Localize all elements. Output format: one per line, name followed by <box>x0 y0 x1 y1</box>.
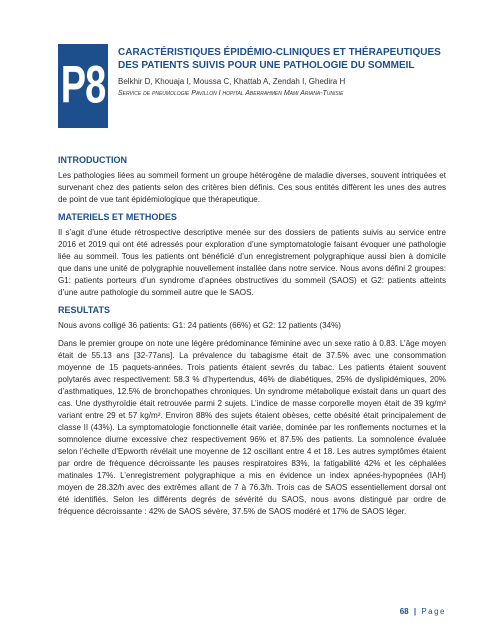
affiliation: Service de pneumologie Pavillon I hopital Aberrahmen Mami Ariana-Tunisie <box>118 90 344 97</box>
article-title: CARACTÉRISTIQUES ÉPIDÉMIO-CLINIQUES ET THÉRAPEUTIQUES DES PATIENTS SUIVIS POUR UNE PATHOLOGIE DU SOMMEIL <box>118 47 441 71</box>
methods-text: Il s’agit d’une étude rétrospective descriptive menée sur des dossiers de patients suivis au service entre 2016 et 2019 qui ont été adressés pour exploration d’une symptomatologie faisant évoquer une pathologie liée au sommeil. Tous les patients ont bénéficié d’un enregistrement polygraphique aussi bien à domicile que dans une unité de polygraphie nouvellement installée dans notre service. Nous avons défini 2 groupes: G1: patients porteurs d’un syndrome d’apnées obstructives du sommeil (SAOS) et G2: patients atteints d’une autre pathologie du sommeil autre que le SAOS. <box>58 228 446 297</box>
section-badge <box>58 44 108 128</box>
author-list: Belkhir D, Khouaja I, Moussa C, Khattab A, Zendah I, Ghedira H <box>118 77 346 86</box>
page-label: Page <box>421 607 446 616</box>
article-body <box>58 155 446 524</box>
results-detail: Dans le premier groupe on note une légère prédominance féminine avec un sexe ratio à 0.83. L’âge moyen était de 55.13 ans [32-77ans]. La prévalence du tabagisme était de 37.5% avec une consommation moyenne de 15 paquets-années. Trois patients étaient sevrés du tabac. Les patients étaient souvent polytarés avec respectivement: 58.3 % d’hypertendus, 46% de diabétiques, 25% de dyslipidémiques, 20% d’asthmatiques, 12.5% de bronchopathes chroniques. Un syndrome métabolique existait dans un quart des cas. Une dysthyroïdie était retrouvée parmi 2 sujets. L’indice de masse corporelle moyen était de 39 kg/m² variant entre 29 et 57 kg/m². Environ 88% des sujets étaient obèses, cette obésité était principalement de classe II (43%). La symptomatologie fonctionnelle était variée, dominée par les ronflements nocturnes et la somnolence diurne excessive chez respectivement 96% et 87.5% des patients. La somnolence évaluée selon l’échelle d’Epworth révélait une moyenne de 12 oscillant entre 4 et 18. Les autres symptômes étaient par ordre de fréquence décroissante les pauses respiratoires 83%, la fatigabilité 42% et les céphalées matinales 17%. L’enregistrement polygraphique a mis en évidence un index apnées-hypopnées (IAH) moyen de 28.32/h avec des extrêmes allant de 7 à 76.3/h. Trois cas de SAOS essentiellement dorsal ont été identifiés. Selon les différents degrés de sévérité du SAOS, nous avons distingué par ordre de fréquence décroissante : 42% de SAOS sévère, 37.5% de SAOS modéré et 17% de SAOS léger. <box>58 339 446 516</box>
footer-separator: | <box>413 607 417 616</box>
heading-introduction: INTRODUCTION <box>58 155 127 165</box>
results-summary: Nous avons colligé 36 patients: G1: 24 patients (66%) et G2: 12 patients (34%) <box>58 321 341 330</box>
page-number: 68 <box>399 607 409 616</box>
introduction-text: Les pathologies liées au sommeil forment un groupe hétérogène de maladie diverses, souvent intriquées et survenant chez des patients selon des critères bien définis. Ces sous entités diffèrent les unes des autres de point de vue tant épidémiologique que thérapeutique. <box>58 171 446 204</box>
heading-results: RESULTATS <box>58 305 110 315</box>
heading-methods: MATERIELS ET METHODES <box>58 212 177 222</box>
badge-label: P8 <box>60 55 106 115</box>
page-footer <box>400 607 446 616</box>
article-header <box>118 47 448 97</box>
